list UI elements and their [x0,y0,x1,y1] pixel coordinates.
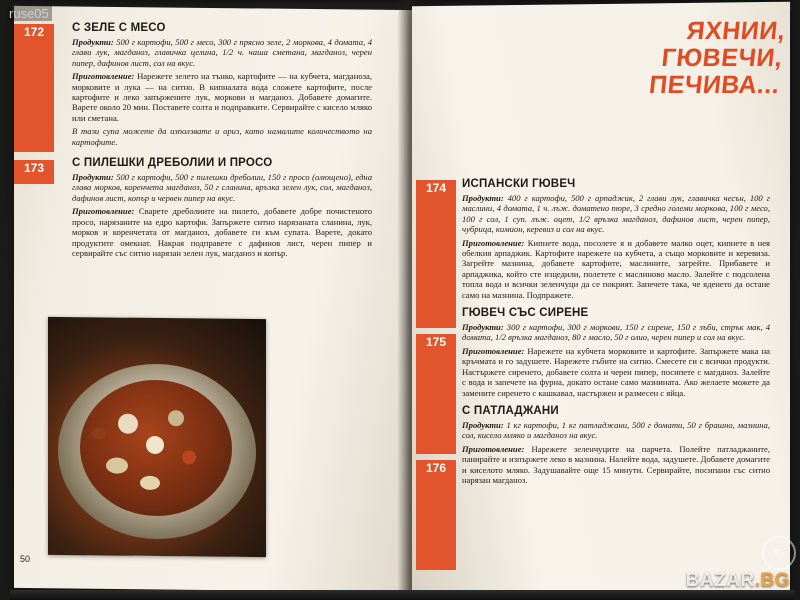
recipe-176-title: С ПАТЛАДЖАНИ [462,404,559,417]
ingredients-label: Продукти: [462,322,504,333]
ingredients-text: 300 г картофи, 300 г моркови, 150 г сирене, 150 г зъби, стрък мак, 4 домата, 1/2 връзка магданоз, 80 г масло, 50 г олио, черен пипер и сол на вкус. [462,322,770,343]
ingredients-label: Продукти: [462,419,504,430]
method-text: Нарежете на кубчета морковите и картофите. Запържете мака на кръчмата и го задушете. Нарежете гъбите на ситно. Смесете ги с всички продукти. Настържете сиренето, добавете солта и черен пипер, посипете с магданоз. Залейте с вода и запечете на фурна, докато остане само мазнината. Ако желаете можете да замените сиренето с кашкавал, настържен и размесен с яйца. [462,345,770,398]
recipe-176 [462,405,770,485]
method-text: Кипнете вода, посолете я и добавете малко оцет, кипнете в нея обелкия арпаджик. Картофите нарежете на кубчета, а също морковите и керевиза. Загрейте мазнина, добавете картофите, маслините, загрейте. Прибавете и арпаджика, който сте изцедили, полетете с маслиново масло. Залейте с подсолена топла вода и всички зеленчуци да се покрият. Запечете така, че яденето да остане само на мазнина. Подпражете. [462,237,770,300]
recipe-174-title: ИСПАНСКИ ГЮВЕЧ [462,178,576,190]
method-label: Приготовление: [462,237,525,248]
method-label: Приготовление: [72,206,135,217]
vegetable-garnish [106,457,128,473]
recipe-number-176: 176 [416,460,456,477]
recipe-172 [72,22,372,147]
recipe-173 [72,157,372,258]
left-text-column [72,22,372,265]
recipe-172-ingredients [72,37,372,68]
section-heading-line-3: ПЕЧИВА... [647,71,781,99]
tab-bar-172 [14,24,54,152]
tab-bar-174 [416,180,456,328]
recipe-176-ingredients [462,420,770,441]
recipe-175-title: ГЮВЕЧ СЪС СИРЕНЕ [462,307,589,320]
method-text: Нарежете зеленчуците на парчета. Полейте патладжаните, панирайте и изпържете леко в мазнина. Налейте вода, задушете. Добавете домагите и киселото мляко. Задушавайте още 15 минути. Сервирайте, посипани със ситно нарязан магданоз. [462,443,770,485]
page-edge-bottom [10,590,794,600]
tab-bar-175 [416,334,456,454]
recipe-172-note: В тази супа можете да използвате и ориз, като намалите количеството на картофите. [72,126,372,147]
vegetable-garnish [140,476,160,490]
right-text-column [462,178,770,492]
recipe-172-title: С ЗЕЛЕ С МЕСО [72,22,166,34]
section-heading-line-1: ЯХНИИ, [684,17,787,45]
ingredients-text: 400 г картофи, 500 г арпаджик, 2 глави лук, главичка чесън, 100 г маслини, 4 домата, 1 ч. лъж. доматено пюре, 3 средно големи моркова, 100 г месо, 100 г сол, 1 суп. лъж. оцет, 1/2 връзка магданоз, дафинов лист, черен пипер, чубрица, кимион, керевиз и сол на вкус. [462,193,770,235]
ingredients-label: Продукти: [72,172,114,183]
recipe-173-method [72,206,372,258]
section-heading-line-2: ГЮВЕЧИ, [659,44,784,72]
vegetable-garnish [92,427,106,439]
recipe-174-ingredients [462,193,770,235]
watermark [686,570,790,592]
recipe-number-172: 172 [14,24,54,41]
recipe-173-ingredients [72,172,372,203]
recipe-174-method [462,238,770,300]
recipe-176-method [462,444,770,486]
method-text: Нарежете зелето на тънко, картофите — на кубчета, магданоза, морковите и лука — на ситно. В кипналата вода сложете картофите, после картофите и леко запържените лук, моркови и магданоз. Добавете домагите. Варете около 20 мин. Поставете солта и подправките. Сервирайте с кисело мляко или сметана. [72,71,373,123]
ingredients-label: Продукти: [72,37,114,47]
method-label: Приготовление: [72,71,135,82]
vegetable-garnish [118,414,138,434]
method-text: Сварете дреболиите на пилето, добавете добре почистеното просо, нарязаните на едро картофи. Запържете ситно нарязаната сланина, лук, морков и коренчетата от магданоз, добавете ги към супата. Варете, докато продуктите омекнат. Накрая подправете с дафинов лист, черен пипер и сервирайте със ситно нарязан зелен лук, магданоз и копър. [72,206,373,258]
vegetable-garnish [182,450,196,464]
method-label: Приготовление: [462,443,525,454]
recipe-number-173: 173 [14,160,54,177]
recipe-number-175: 175 [416,334,456,351]
ingredients-label: Продукти: [462,193,504,203]
recipe-175 [462,307,770,398]
site-label: ruse05 [6,6,52,21]
watermark-badge: BG [762,536,796,570]
dish-photograph [48,317,266,557]
ingredients-text: 500 г картофи, 500 г месо, 300 г прясно зеле, 2 моркова, 4 домата, 4 глави лук, магданоз, главичка целина, 1/2 ч. чаша сметана, магданоз, черен пипер, дафинов лист, сол на вкус. [72,37,373,68]
watermark-text: BAZAR [685,570,755,591]
vegetable-garnish [168,410,184,426]
folio-left: 50 [20,554,31,564]
recipe-172-method [72,71,372,123]
recipe-number-174: 174 [416,180,456,197]
watermark-suffix: .BG [754,570,790,591]
section-heading [647,18,786,99]
method-label: Приготовление: [462,345,525,356]
recipe-174 [462,178,770,300]
ingredients-text: 1 кг картофи, 1 кг патладжани, 500 г домати, 50 г брашно, мазнина, сол, кисело мляко и магданоз на вкус. [462,419,771,441]
vegetable-garnish [146,436,164,454]
recipe-175-method [462,346,770,398]
recipe-175-ingredients [462,322,770,343]
recipe-173-title: С ПИЛЕШКИ ДРЕБОЛИИ И ПРОСО [72,157,273,170]
ingredients-text: 500 г картофи, 500 г пилешки дреболии, 150 г просо (олющено), една глава морков, коренчета магданоз, 50 г сланина, връзка зелен лук, сол, магданоз, дафинов лист, копър и червен пипер на вкус. [72,172,372,203]
